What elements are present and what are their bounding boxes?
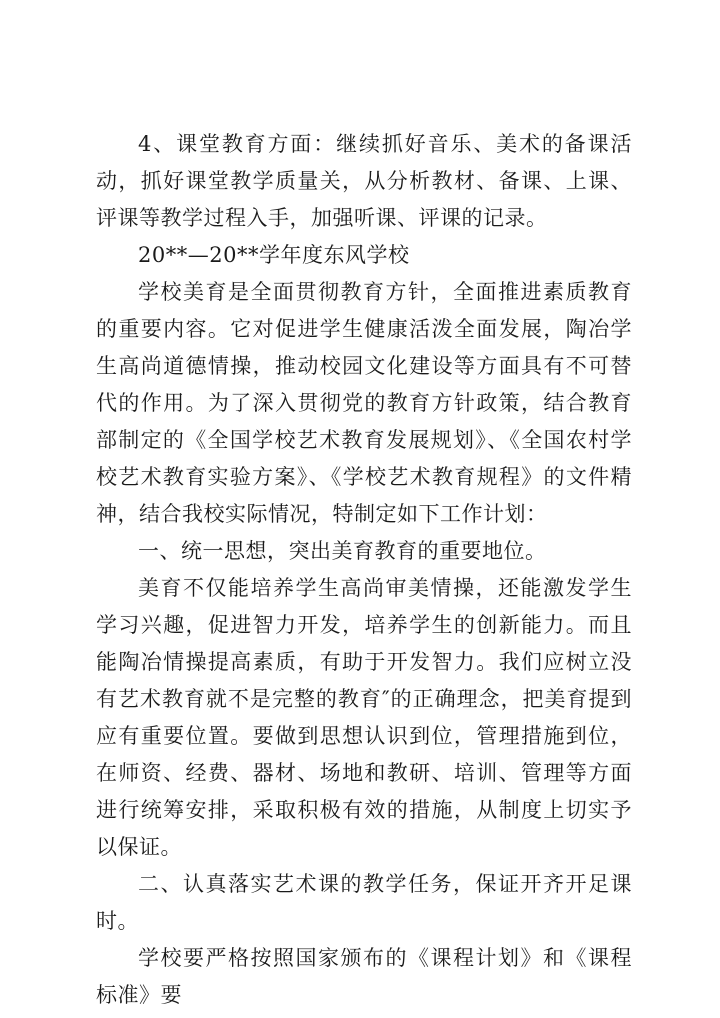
paragraph-aesthetic-benefits: 美育不仅能培养学生高尚审美情操，还能激发学生学习兴趣，促进智力开发，培养学生的创新能力。而且能陶冶情操提高素质，有助于开发智力。我们应树立没有艺术教育就不是完整的教育″的正确理念，把美育提到应有重要位置。要做到思想认识到位，管理措施到位，在师资、经费、器材、场地和教研、培训、管理等方面进行统筹安排，采取积极有效的措施，从制度上切实予以保证。 xyxy=(96,576,632,859)
paragraph-classroom-education: 4、课堂教育方面：继续抓好音乐、美术的备课活动，抓好课堂教学质量关，从分析教材、备课、上课、评课等教学过程入手，加强听课、评课的记录。 xyxy=(96,132,632,230)
paragraph-aesthetic-education-intro: 学校美育是全面贯彻教育方针，全面推进素质教育的重要内容。它对促进学生健康活泼全面发展，陶冶学生高尚道德情操，推动校园文化建设等方面具有不可替代的作用。为了深入贯彻党的教育方针政策，结合教育部制定的《全国学校艺术教育发展规划》、《全国农村学校艺术教育实验方案》、《学校艺术教育规程》的文件精神，结合我校实际情况，特制定如下工作计划： xyxy=(96,280,632,526)
document-body xyxy=(96,126,632,1014)
paragraph-school-year-title: 20**—20**学年度东风学校 xyxy=(138,243,410,267)
heading-implement-art-courses: 二、认真落实艺术课的教学任务，保证开齐开足课时。 xyxy=(96,872,632,933)
heading-unify-thinking: 一、统一思想，突出美育教育的重要地位。 xyxy=(138,539,547,563)
paragraph-curriculum-requirements: 学校要严格按照国家颁布的《课程计划》和《课程标准》要 xyxy=(96,946,632,1007)
